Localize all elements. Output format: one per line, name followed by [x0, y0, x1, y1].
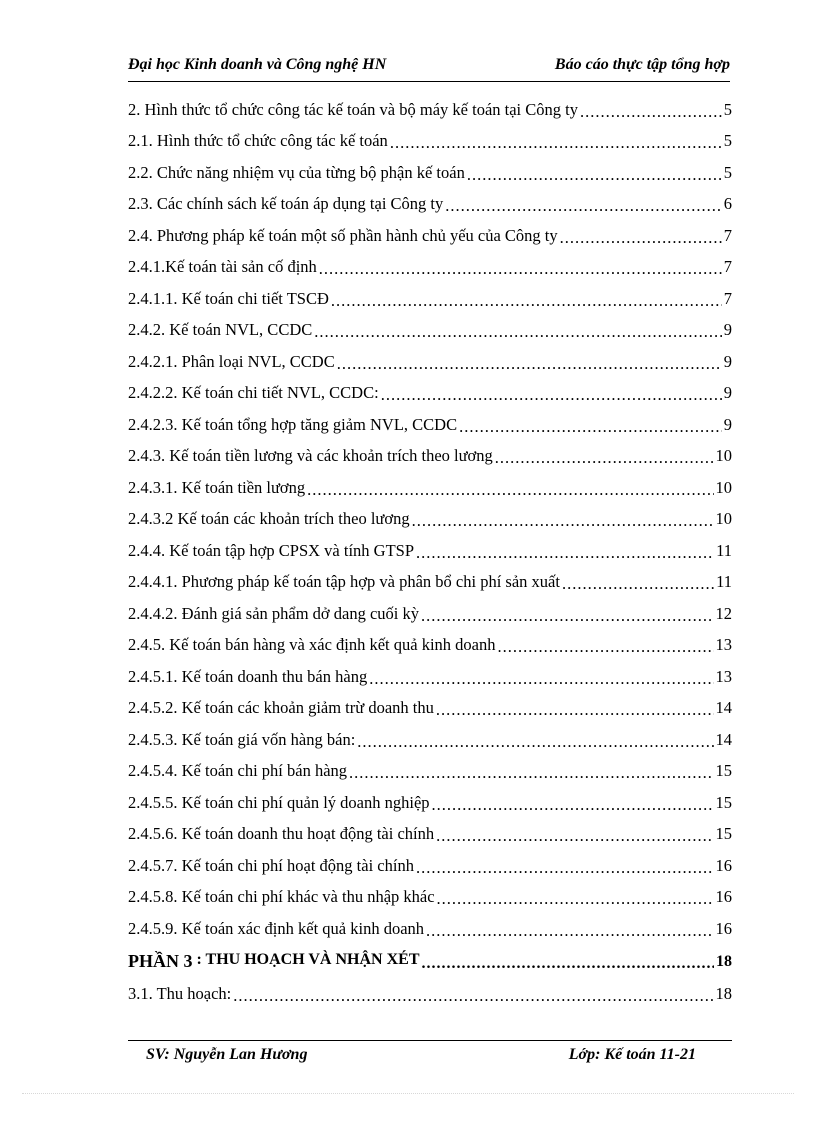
toc-entry-title: 2.4.5.7. Kế toán chi phí hoạt động tài chính [128, 855, 414, 875]
toc-entry-title: 2.4.3. Kế toán tiền lương và các khoản trích theo lương [128, 446, 493, 466]
toc-entry-title: 2.2. Chức năng nhiệm vụ của từng bộ phận kế toán [128, 162, 465, 182]
toc-leader-dots [560, 230, 722, 247]
toc-leader-dots [412, 513, 714, 530]
toc-leader-dots [369, 671, 713, 688]
toc-leader-dots [498, 639, 714, 656]
toc-leader-dots [562, 576, 714, 593]
toc-entry-page: 15 [715, 792, 732, 812]
toc-entry-page: 9 [723, 414, 732, 434]
toc-leader-dots [437, 891, 714, 908]
toc-entry [128, 189, 732, 221]
toc-entry [128, 535, 732, 567]
toc-entry-title: 2.4.5.5. Kế toán chi phí quản lý doanh nghiệp [128, 792, 430, 812]
toc-leader-dots [319, 261, 722, 278]
toc-entry-title: 2.4.5.9. Kế toán xác định kết quả kinh doanh [128, 918, 425, 938]
footer-student: SV: Nguyễn Lan Hương [146, 1046, 308, 1063]
toc-entry-page: 5 [723, 99, 732, 119]
toc-entry-title: 2.4.5.8. Kế toán chi phí khác và thu nhập khác [128, 887, 435, 907]
toc-part-title [128, 951, 419, 972]
toc-entry-title: 2.4.1.Kế toán tài sản cố định [128, 257, 317, 277]
footer-class: Lớp: Kế toán 11-21 [568, 1046, 696, 1063]
toc-part-entry [128, 945, 732, 979]
toc-entry [128, 787, 732, 819]
toc-leader-dots [390, 135, 722, 152]
toc-entry-page: 6 [723, 194, 732, 214]
toc-entry [128, 882, 732, 914]
toc-entry [128, 346, 732, 378]
toc-leader-dots [307, 482, 713, 499]
toc-entry-page: 10 [715, 477, 732, 497]
toc-entry [128, 979, 732, 1011]
toc-entry [128, 819, 732, 851]
toc-entry-page: 15 [715, 761, 732, 781]
toc-entry-title: 2.4. Phương pháp kế toán một số phần hành chủ yếu của Công ty [128, 225, 558, 245]
header-divider [128, 81, 730, 82]
toc-entry [128, 504, 732, 536]
toc-entry [128, 441, 732, 473]
toc-entry-page: 11 [716, 572, 732, 592]
toc-entry-page: 9 [723, 320, 732, 340]
toc-entry-page: 13 [715, 666, 732, 686]
toc-leader-dots [432, 797, 714, 814]
toc-leader-dots [426, 923, 713, 940]
toc-entry-page: 12 [715, 603, 732, 623]
toc-entry [128, 220, 732, 252]
toc-entry-page: 11 [716, 540, 732, 560]
toc-entry-title: 2.4.5. Kế toán bán hàng và xác định kết quả kinh doanh [128, 635, 496, 655]
toc-entry-title: 2.4.5.6. Kế toán doanh thu hoạt động tài chính [128, 824, 435, 844]
toc-leader-dots [331, 293, 722, 310]
toc-entry-page: 9 [723, 383, 732, 403]
toc-entry-title: 2.4.5.3. Kế toán giá vốn hàng bán: [128, 729, 356, 749]
toc-entry [128, 661, 732, 693]
toc-entry-title: 2.4.5.4. Kế toán chi phí bán hàng [128, 761, 348, 781]
header-university: Đại học Kinh doanh và Công nghệ HN [128, 56, 387, 73]
toc-leader-dots [467, 167, 722, 184]
toc-entry-page: 9 [723, 351, 732, 371]
toc-entry-title: 2.4.4. Kế toán tập hợp CPSX và tính GTSP [128, 540, 415, 560]
toc-leader-dots [495, 450, 714, 467]
toc-leader-dots [381, 387, 722, 404]
toc-entry-page: 7 [723, 288, 732, 308]
toc-entry [128, 850, 732, 882]
toc-entry [128, 756, 732, 788]
toc-entry [128, 283, 732, 315]
toc-entry [128, 913, 732, 945]
toc-entry-title: 2.4.3.2 Kế toán các khoản trích theo lương [128, 509, 410, 529]
toc-entry [128, 157, 732, 189]
table-of-contents [128, 94, 732, 1010]
toc-entry [128, 252, 732, 284]
toc-entry-title: 2. Hình thức tổ chức công tác kế toán và bộ máy kế toán tại Công ty [128, 99, 578, 119]
toc-leader-dots [459, 419, 722, 436]
toc-entry-page: 10 [715, 446, 732, 466]
toc-entry-title: 2.4.5.2. Kế toán các khoản giảm trừ doanh thu [128, 698, 434, 718]
toc-entry-title: 2.3. Các chính sách kế toán áp dụng tại Công ty [128, 194, 444, 214]
toc-entry-title: 2.4.2.3. Kế toán tổng hợp tăng giảm NVL, CCDC [128, 414, 458, 434]
toc-entry-page: 15 [715, 824, 732, 844]
page-edge-divider [22, 1093, 794, 1094]
toc-leader-dots [436, 828, 713, 845]
toc-entry-page: 5 [723, 131, 732, 151]
toc-entry-page: 16 [715, 918, 732, 938]
toc-entry-title: 2.4.5.1. Kế toán doanh thu bán hàng [128, 666, 368, 686]
toc-entry [128, 598, 732, 630]
toc-entry-page: 16 [715, 855, 732, 875]
toc-entry [128, 378, 732, 410]
toc-entry-title: 2.4.4.1. Phương pháp kế toán tập hợp và phân bổ chi phí sản xuất [128, 572, 560, 592]
toc-part-label: PHẦN 3 [128, 951, 193, 971]
toc-entry-title: 2.4.2.2. Kế toán chi tiết NVL, CCDC: [128, 383, 379, 403]
toc-entry-page: 13 [715, 635, 732, 655]
toc-entry-page: 7 [723, 257, 732, 277]
footer-divider [128, 1040, 732, 1041]
toc-entry [128, 630, 732, 662]
toc-entry-page: 10 [715, 509, 732, 529]
toc-entry-title: 3.1. Thu hoạch: [128, 984, 232, 1004]
toc-leader-dots [416, 860, 714, 877]
toc-leader-dots [416, 545, 714, 562]
toc-entry [128, 693, 732, 725]
toc-entry-page: 14 [715, 729, 732, 749]
toc-entry-page: 5 [723, 162, 732, 182]
toc-leader-dots [337, 356, 722, 373]
toc-entry [128, 315, 732, 347]
toc-leader-dots [445, 198, 721, 215]
toc-entry-page: 14 [715, 698, 732, 718]
toc-leader-dots [357, 734, 713, 751]
toc-entry-page: 16 [715, 887, 732, 907]
toc-entry [128, 409, 732, 441]
toc-entry [128, 94, 732, 126]
toc-leader-dots [314, 324, 722, 341]
toc-entry-title: 2.4.2. Kế toán NVL, CCDC [128, 320, 313, 340]
header-report-title: Báo cáo thực tập tổng hợp [554, 56, 730, 73]
toc-entry [128, 126, 732, 158]
toc-leader-dots [580, 104, 722, 121]
toc-leader-dots [233, 988, 713, 1005]
toc-entry [128, 567, 732, 599]
toc-leader-dots [421, 608, 713, 625]
toc-entry-title: 2.1. Hình thức tổ chức công tác kế toán [128, 131, 388, 151]
toc-entry [128, 472, 732, 504]
toc-entry-title: 2.4.2.1. Phân loại NVL, CCDC [128, 351, 335, 371]
toc-leader-dots [349, 765, 713, 782]
toc-part-heading: : THU HOẠCH VÀ NHẬN XÉT [196, 951, 420, 968]
toc-entry-title: 2.4.4.2. Đánh giá sản phẩm dở dang cuối kỳ [128, 603, 420, 623]
toc-leader-dots [436, 702, 714, 719]
toc-entry [128, 724, 732, 756]
toc-entry-page: 18 [715, 984, 732, 1004]
toc-entry-title: 2.4.1.1. Kế toán chi tiết TSCĐ [128, 288, 329, 308]
toc-leader-dots [421, 956, 714, 972]
toc-entry-page: 7 [723, 225, 732, 245]
toc-entry-title: 2.4.3.1. Kế toán tiền lương [128, 477, 306, 497]
toc-part-page: 18 [716, 952, 732, 970]
